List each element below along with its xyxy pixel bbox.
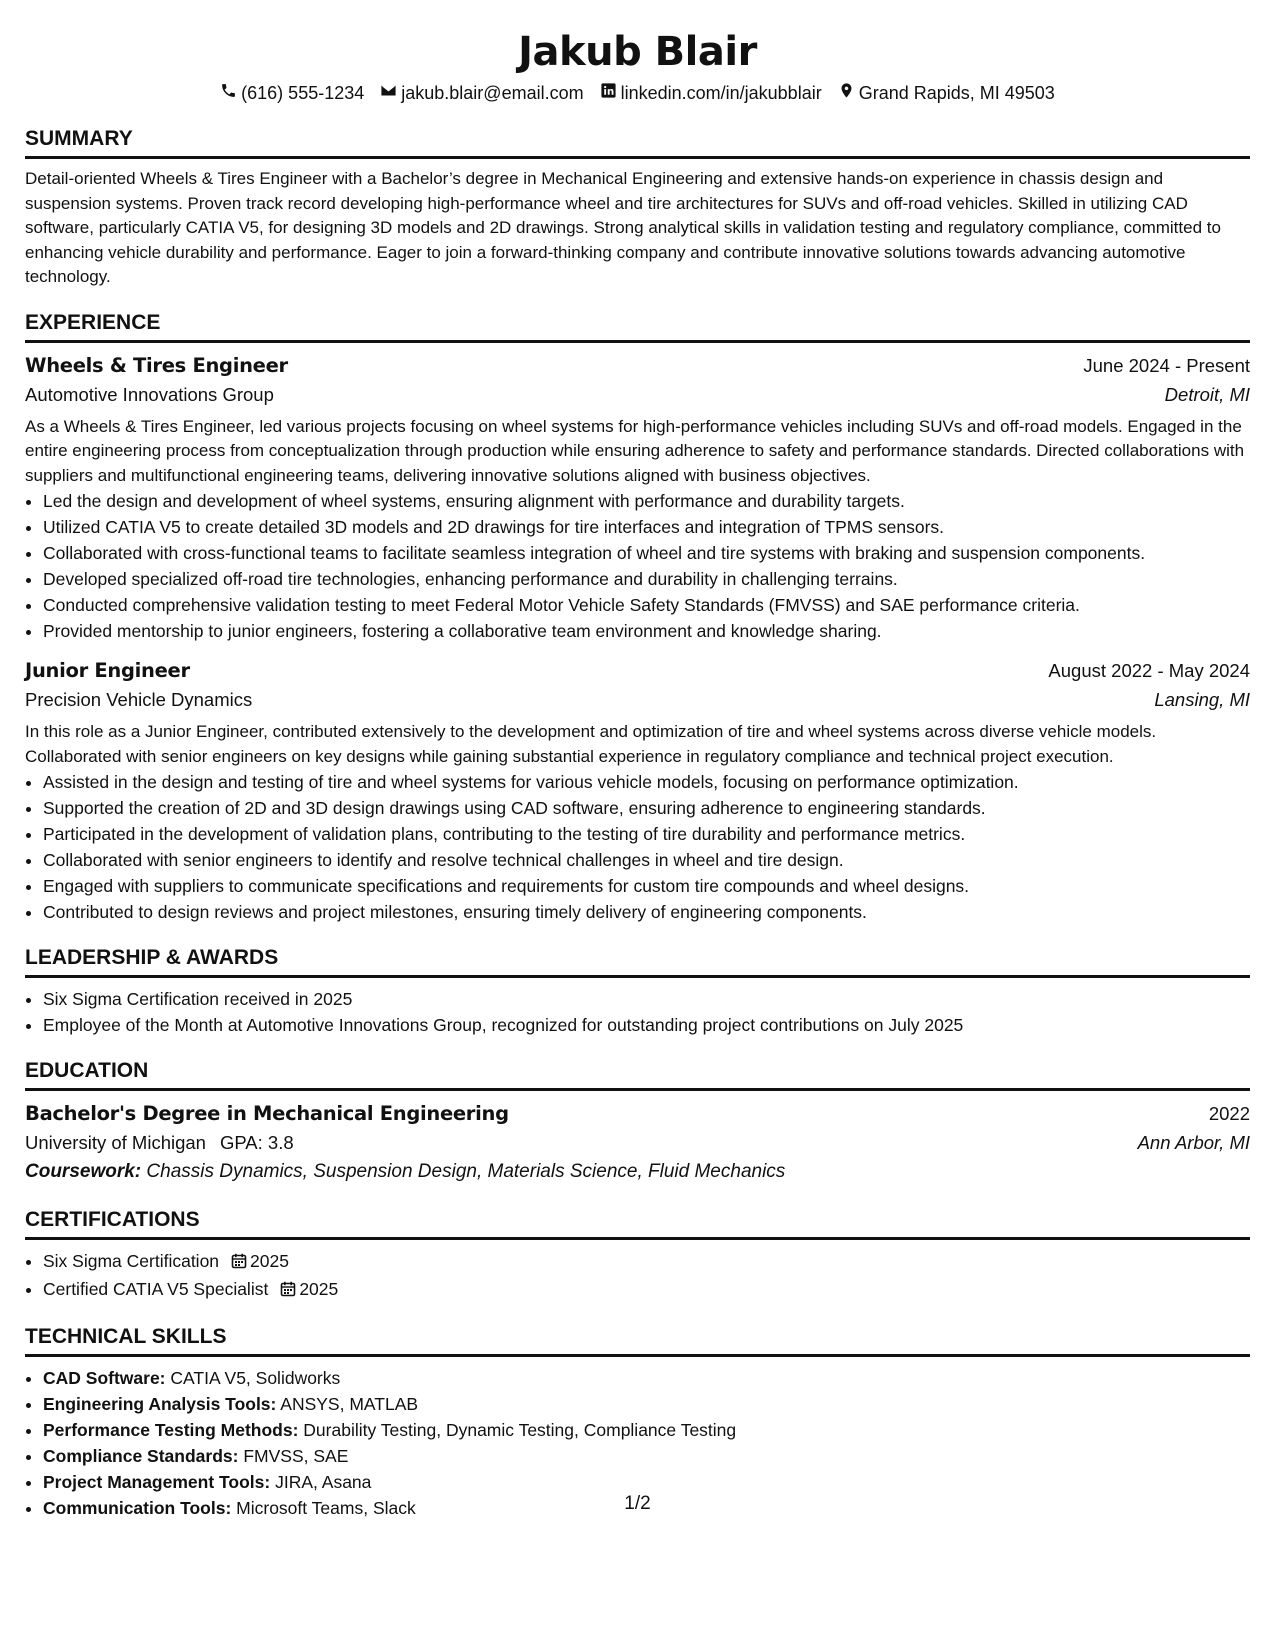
location-pin-icon: [838, 82, 855, 104]
candidate-name: Jakub Blair: [518, 29, 757, 75]
list-item: [43, 1365, 1250, 1391]
phone-text[interactable]: (616) 555-1234: [241, 83, 365, 103]
degree-title: Bachelor's Degree in Mechanical Engineering: [25, 1102, 509, 1125]
education-heading: EDUCATION: [25, 1058, 1250, 1091]
experience-heading: EXPERIENCE: [25, 310, 1250, 343]
certification-year: 2025: [250, 1251, 289, 1271]
list-item: • Collaborated with senior engineers to identify and resolve technical challenges in wheel and tire design.: [43, 847, 1250, 873]
contact-bar: [25, 82, 1250, 104]
phone-icon: [220, 82, 237, 104]
coursework: [25, 1157, 1250, 1187]
school-name: University of Michigan: [25, 1132, 206, 1153]
skill-label: Communication Tools:: [43, 1498, 232, 1518]
job-dates: June 2024 - Present: [1083, 354, 1250, 376]
job-bullets: [25, 769, 1250, 925]
certification-name: Certified CATIA V5 Specialist: [43, 1279, 269, 1299]
skill-label: Compliance Standards:: [43, 1446, 239, 1466]
list-item: • Six Sigma Certification received in 2025: [43, 986, 1250, 1012]
job-company: Automotive Innovations Group: [25, 383, 274, 405]
graduation-year: 2022: [1208, 1103, 1250, 1124]
job-company: Precision Vehicle Dynamics: [25, 689, 253, 710]
skill-value: FMVSS, SAE: [243, 1446, 349, 1466]
list-item: • Engaged with suppliers to communicate specifications and requirements for custom tire compounds and wheel designs.: [43, 873, 1250, 899]
email-icon: [380, 82, 397, 104]
contact-phone: [220, 82, 364, 104]
list-item: • Contributed to design reviews and project milestones, ensuring timely delivery of engineering components.: [43, 899, 1250, 925]
job-location: Detroit, MI: [1164, 383, 1250, 405]
job-entry: [25, 351, 1250, 645]
list-item: [43, 1417, 1250, 1443]
summary-heading: SUMMARY: [25, 126, 1250, 159]
page-number: 1/2: [624, 1493, 651, 1514]
skill-label: Performance Testing Methods:: [43, 1420, 299, 1440]
list-item: • Participated in the development of validation plans, contributing to the testing of tire durability and performance metrics.: [43, 821, 1250, 847]
linkedin-icon: [600, 82, 617, 104]
leadership-heading: LEADERSHIP & AWARDS: [25, 945, 1250, 978]
contact-email: [380, 82, 583, 104]
job-description: In this role as a Junior Engineer, contributed extensively to the development and optimization of tire and wheel systems across diverse vehicle models. Collaborated with senior engineers on key designs while gaining substantial experience in regulatory compliance and technical project execution.: [25, 722, 1157, 766]
list-item: • Conducted comprehensive validation testing to meet Federal Motor Vehicle Safety Standards (FMVSS) and SAE performance criteria.: [43, 592, 1250, 618]
certifications-heading: CERTIFICATIONS: [25, 1207, 1250, 1240]
list-item: • Supported the creation of 2D and 3D design drawings using CAD software, ensuring adherence to engineering standards.: [43, 795, 1250, 821]
linkedin-text[interactable]: linkedin.com/in/jakubblair: [620, 83, 822, 103]
coursework-label: Coursework:: [25, 1161, 142, 1182]
certification-name: Six Sigma Certification: [43, 1251, 220, 1271]
gpa: GPA: 3.8: [219, 1132, 294, 1153]
skill-value: ANSYS, MATLAB: [280, 1394, 419, 1414]
calendar-icon: [280, 1278, 296, 1304]
email-text[interactable]: jakub.blair@email.com: [401, 83, 584, 103]
school-location: Ann Arbor, MI: [1137, 1132, 1250, 1153]
list-item: • Provided mentorship to junior engineers, fostering a collaborative team environment and knowledge sharing.: [43, 618, 1250, 644]
leadership-list: [25, 986, 1250, 1038]
job-description: As a Wheels & Tires Engineer, led various projects focusing on wheel systems for high-performance vehicles including SUVs and off-road models. Engaged in the entire engineering process from conceptualization through production while ensuring adherence to safety and performance standards. Directed collaborations with suppliers and multifunctional engineering teams, delivering innovative solutions aligned with business objectives.: [25, 416, 1245, 485]
calendar-icon: [231, 1250, 247, 1276]
skills-heading: TECHNICAL SKILLS: [25, 1324, 1250, 1357]
job-title: Junior Engineer: [25, 659, 190, 682]
skill-value: CATIA V5, Solidworks: [170, 1368, 341, 1388]
list-item: • Utilized CATIA V5 to create detailed 3D models and 2D drawings for tire interfaces and integration of TPMS sensors.: [43, 514, 1250, 540]
resume-page: [25, 0, 1250, 1521]
list-item: • Led the design and development of wheel systems, ensuring alignment with performance and durability targets.: [43, 488, 1250, 514]
list-item: [43, 1391, 1250, 1417]
location-text: Grand Rapids, MI 49503: [858, 83, 1055, 103]
certification-year: 2025: [299, 1279, 339, 1299]
list-item: • Employee of the Month at Automotive Innovations Group, recognized for outstanding project contributions on July 2025: [43, 1012, 1250, 1038]
skill-value: JIRA, Asana: [275, 1472, 372, 1492]
school-info: [25, 1129, 294, 1157]
contact-location: [838, 82, 1055, 104]
job-location: Lansing, MI: [1154, 689, 1250, 710]
list-item: • Collaborated with cross-functional teams to facilitate seamless integration of wheel and tire systems with braking and suspension components.: [43, 540, 1250, 566]
contact-linkedin: [600, 82, 822, 104]
list-item: [43, 1276, 1250, 1304]
list-item: • Assisted in the design and testing of tire and wheel systems for various vehicle models, focusing on performance optimization.: [43, 769, 1250, 795]
job-dates: August 2022 - May 2024: [1048, 660, 1250, 681]
skill-label: Project Management Tools:: [43, 1472, 271, 1492]
job-entry: [25, 656, 1250, 925]
skill-value: Microsoft Teams, Slack: [236, 1498, 416, 1518]
summary-text: Detail-oriented Wheels & Tires Engineer with a Bachelor’s degree in Mechanical Engineering and extensive hands-on experience in chassis design and suspension systems. Proven track record developing high-performance wheel and tire architectures for SUVs and off-road vehicles. Skilled in utilizing CAD software, particularly CATIA V5, for designing 3D models and 2D drawings. Strong analytical skills in validation testing and regulatory compliance, committed to enhancing vehicle durability and performance. Eager to join a forward-thinking company and contribute innovative solutions towards advancing automotive technology.: [25, 169, 1221, 286]
list-item: • Developed specialized off-road tire technologies, enhancing performance and durability in challenging terrains.: [43, 566, 1250, 592]
skill-label: CAD Software:: [43, 1368, 166, 1388]
job-title: Wheels & Tires Engineer: [25, 353, 288, 377]
list-item: [43, 1248, 1250, 1276]
job-bullets: [25, 488, 1250, 644]
certifications-list: [25, 1248, 1250, 1304]
coursework-list: Chassis Dynamics, Suspension Design, Materials Science, Fluid Mechanics: [146, 1161, 786, 1182]
list-item: [43, 1443, 1250, 1469]
skill-label: Engineering Analysis Tools:: [43, 1394, 277, 1414]
skill-value: Durability Testing, Dynamic Testing, Compliance Testing: [303, 1420, 737, 1440]
